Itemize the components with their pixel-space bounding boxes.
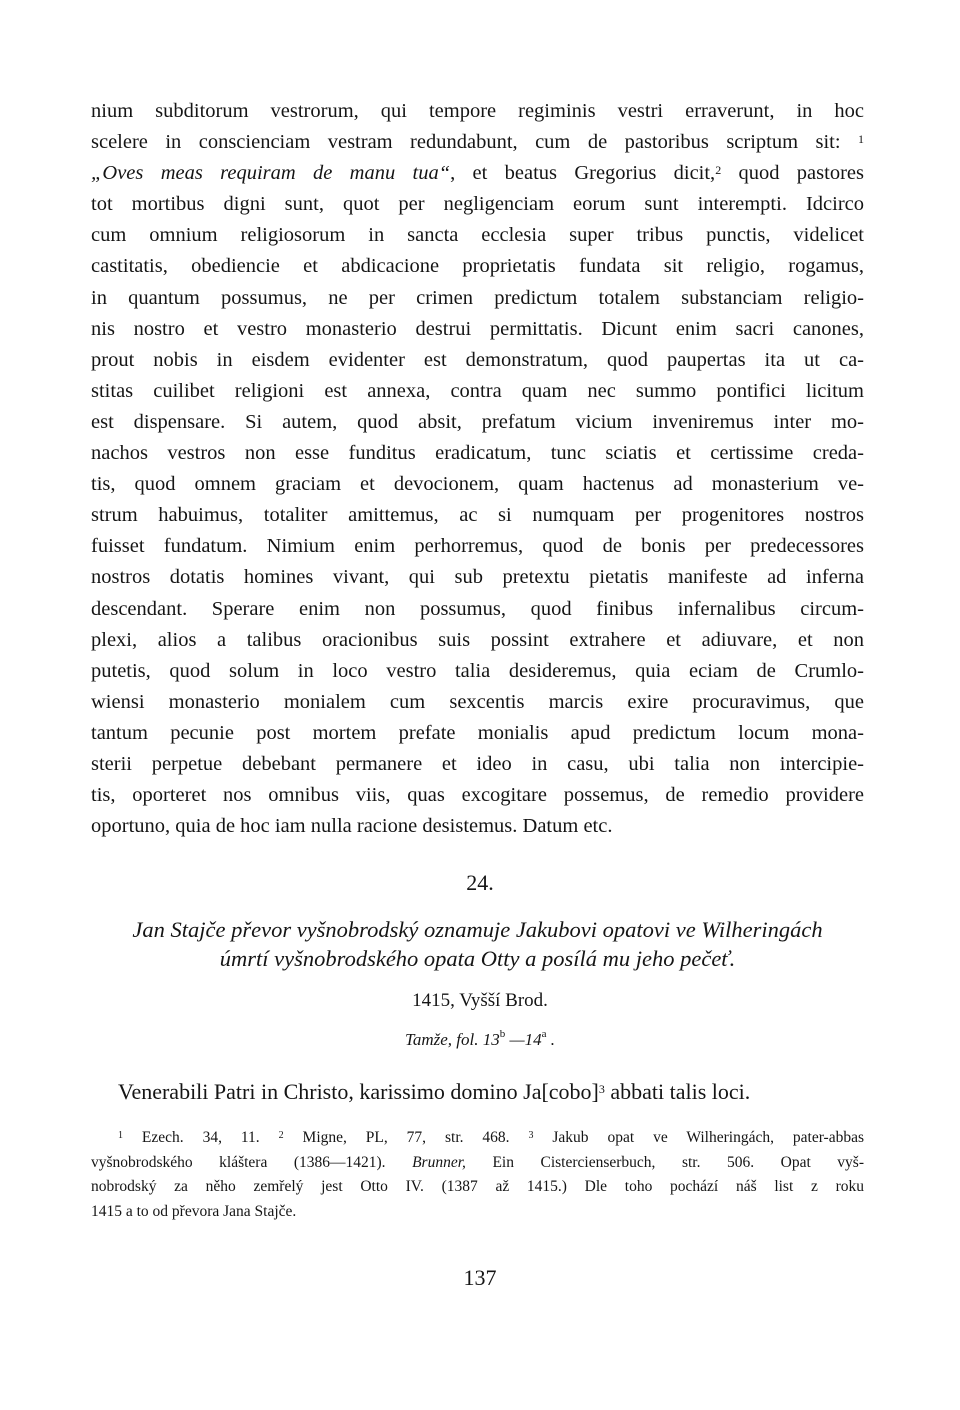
letter-salutation [118,1077,864,1107]
text-segment: 1415 a to od převora Jana Stajče. [91,1202,297,1220]
text-segment: castitatis, obediencie et abdicacione proprietatis fundata sit religio, rogamus, [91,255,864,278]
body-line [91,127,864,158]
text-segment: in quantum possumus, ne per crimen predictum totalem substanciam religio- [91,286,864,309]
italic-text: „Oves meas requiram de manu tua“ [91,162,451,185]
body-line [91,656,864,687]
text-segment: descendant. Sperare enim non possumus, quod finibus infernalibus circum- [91,597,864,620]
text-segment: scelere in conscienciam vestram redundabunt, cum de pastoribus scriptum sit: [91,131,858,154]
text-segment: putetis, quod solum in loco vestro talia desideremus, quia eciam de Crumlo- [91,659,864,682]
body-line [91,562,864,593]
text-segment: nium subditorum vestrorum, qui tempore regiminis vestri erraverunt, in hoc [91,100,864,122]
text-segment: fuisset fundatum. Nimium enim perhorremus, quod de bonis per predecessores [91,535,864,558]
heading-line-2: úmrtí vyšnobrodského opata Otty a posílá mu jeho pečeť. [219,946,736,971]
body-line [91,376,864,407]
body-line [91,189,864,220]
body-line [91,96,864,127]
source-middle: —14 [505,1030,542,1049]
text-segment: nobrodský za něho zemřelý jest Otto IV. (1387 až 1415.) Dle toho pochází náš list z roku [91,1178,864,1195]
footnote-line [91,1151,864,1176]
source-suffix: . [546,1030,556,1049]
body-line [91,687,864,718]
page-number: 137 [463,1265,497,1290]
source-prefix: Tamže, fol. 13 [404,1030,500,1049]
body-line [91,283,864,314]
date-place-line: 1415, Vyšší Brod. [412,990,548,1011]
letter-body-text [91,96,864,842]
text-segment: plexi, alios a talibus oracionibus suis possint extrahere et adiuvare, et non [91,628,864,651]
text-segment: prout nobis in eisdem evidenter est demonstratum, quod paupertas ita ut ca- [91,348,864,371]
text-segment: vyšnobrodského kláštera (1386—1421). [91,1153,413,1171]
body-line [91,407,864,438]
text-segment: nis nostro et vestro monasterio destrui permittatis. Dicunt enim sacri canones, [91,317,864,340]
salutation-text: Venerabili Patri in Christo, karissimo domino Ja[cobo] [118,1079,599,1104]
text-segment: wiensi monasterio monialem cum sexcentis marcis exire procuravimus, que [91,690,864,713]
text-segment: tis, quod omnem graciam et devocionem, quam hactenus ad monasterium ve- [91,473,864,496]
text-segment: quod pastores [721,162,864,185]
body-line [91,594,864,625]
body-line [91,749,864,780]
footnote-ref: 2 [715,163,722,178]
body-line [91,469,864,500]
text-segment: stitas cuilibet religioni est annexa, contra quam nec summo pontifici licitum [91,379,864,402]
footnote-ref: 1 [858,132,864,147]
heading-line-1: Jan Stajče převor vyšnobrodský oznamuje Jakubovi opatovi ve Wilheringách [132,917,823,942]
footnotes [91,1126,864,1224]
body-line [91,438,864,469]
text-segment: tantum pecunie post mortem prefate monialis apud predictum locum mona- [91,721,864,744]
text-segment: est dispensare. Si autem, quod absit, prefatum vicium inveniremus inter mo- [91,410,864,433]
body-line [91,780,864,811]
document-number: 24. [466,870,494,895]
text-segment: Migne, PL, 77, str. 468. [283,1129,529,1146]
footnote-line [91,1200,864,1225]
body-line [91,251,864,282]
document-heading [91,915,864,973]
salutation-footnote-ref: 3 [598,1082,605,1096]
footnote-ref: 1 [118,1130,123,1141]
body-line [91,718,864,749]
source-sup-2: a [541,1028,547,1040]
text-segment: nostros dotatis homines vivant, qui sub pretextu pietatis manifeste ad inferna [91,566,864,589]
text-segment: Jakub opat ve Wilheringách, pater-abbas [533,1129,864,1146]
body-line [91,500,864,531]
text-segment: sterii perpetue debebant permanere et ideo in casu, ubi talia non intercipie- [91,752,864,775]
text-segment: nachos vestros non esse funditus eradicatum, tunc sciatis et certissime creda- [91,442,864,465]
footnote-ref: 3 [528,1130,534,1141]
footnote-ref: 2 [278,1130,284,1141]
body-line [91,625,864,656]
body-line [91,811,864,842]
italic-text: Brunner, [412,1153,466,1171]
source-sup-1: b [499,1028,506,1040]
footnote-line [91,1175,864,1200]
source-reference [0,1030,960,1050]
salutation-tail: abbati talis loci. [604,1079,751,1104]
text-segment: strum habuimus, totaliter amittemus, ac si numquam per progenitores nostros [91,504,864,527]
body-line [91,220,864,251]
text-segment: oportuno, quia de hoc iam nulla racione desistemus. Datum etc. [91,815,613,838]
text-segment: , et beatus Gregorius dicit, [450,162,716,185]
text-segment: Ezech. 34, 11. [123,1129,279,1146]
text-segment: tis, oporteret nos omnibus viis, quas excogitare possemus, de remedio providere [91,784,864,807]
body-line [91,345,864,376]
text-segment: Ein Cistercienserbuch, str. 506. Opat vyš- [465,1153,864,1171]
body-line [91,158,864,189]
text-segment: cum omnium religiosorum in sancta ecclesia super tribus punctis, videlicet [91,224,864,247]
body-line [91,314,864,345]
body-line [91,531,864,562]
footnote-line [91,1126,864,1151]
text-segment: tot mortibus digni sunt, quot per negligenciam eorum sunt interempti. Idcirco [91,193,864,216]
